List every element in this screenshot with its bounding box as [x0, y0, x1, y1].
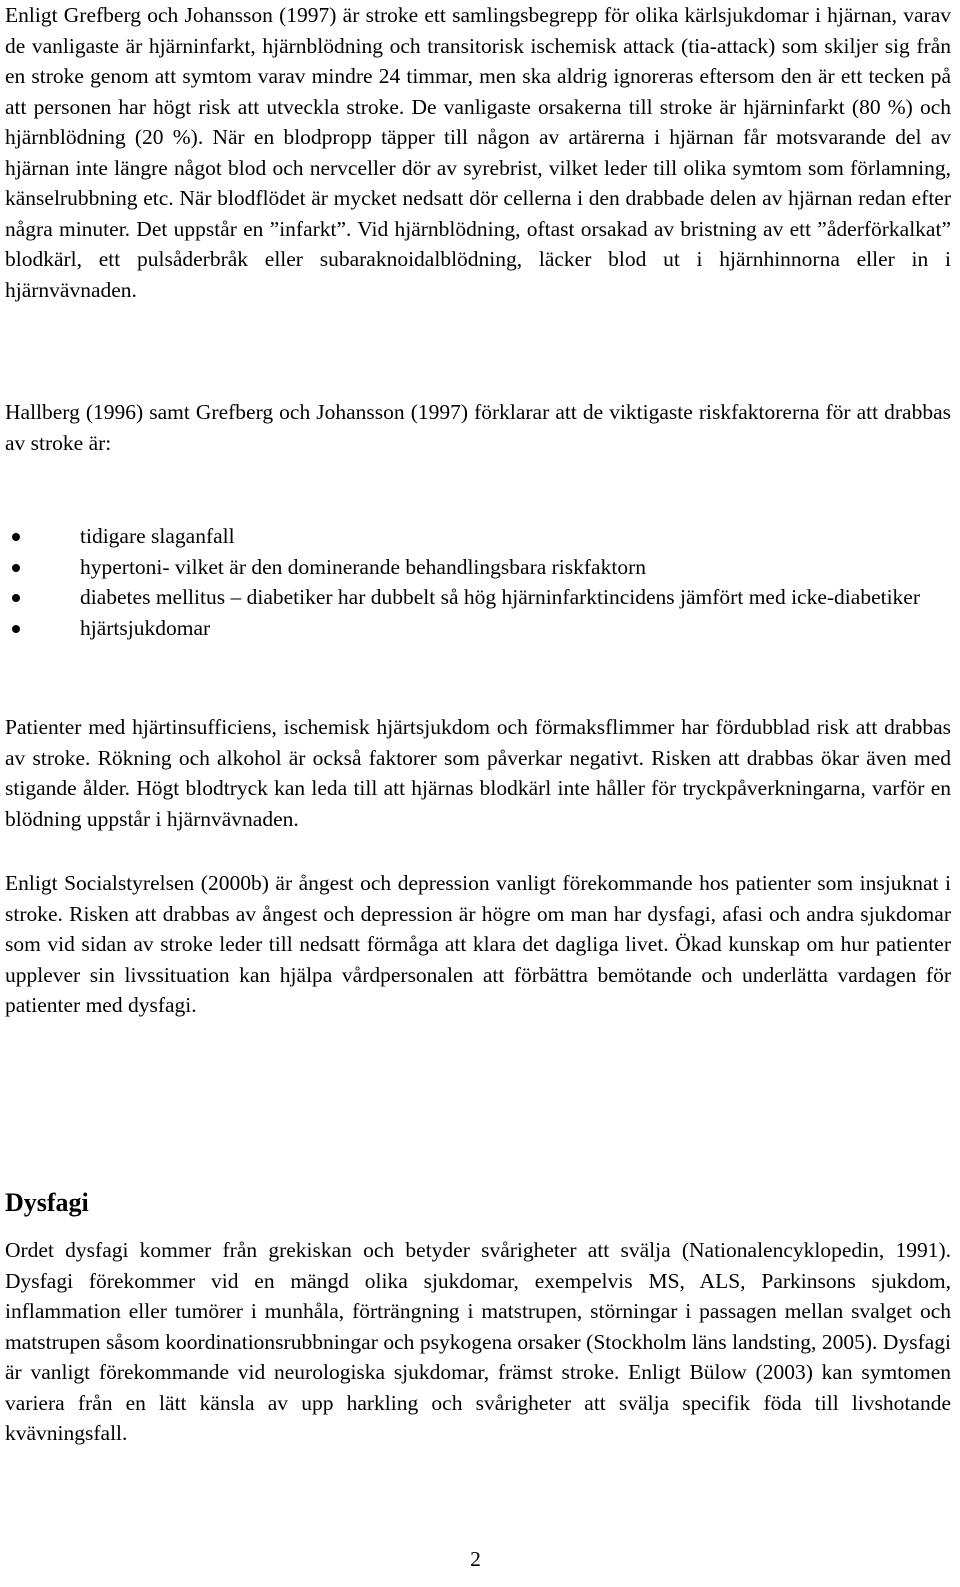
paragraph-risk-intro: Hallberg (1996) samt Grefberg och Johansson (1997) förklarar att de viktigaste riskfaktorerna för att drabbas av stroke är:	[5, 400, 951, 455]
list-item	[0, 552, 951, 583]
paragraph-dysfagi: Ordet dysfagi kommer från grekiskan och betyder svårigheter att svälja (Nationalencyklopedin, 1991). Dysfagi förekommer vid en mängd olika sjukdomar, exempelvis MS, ALS, Parkinsons sjukdom, inflammation eller tumörer i munhåla, förträngning i matstrupen, störningar i passagen mellan svalget och matstrupen såsom koordinationsrubbningar och psykogena orsaker (Stockholm läns landsting, 2005). Dysfagi är vanligt förekommande vid neurologiska sjukdomar, främst stroke. Enligt Bülow (2003) kan symtomen variera från en lätt känsla av upp harkling och svårigheter att svälja specifik föda till livshotande kvävningsfall.	[5, 1238, 951, 1445]
bullet-icon	[12, 533, 20, 541]
paragraph-anxiety-depression: Enligt Socialstyrelsen (2000b) är ångest och depression vanligt förekommande hos patienter som insjuknat i stroke. Risken att drabbas av ångest och depression är högre om man har dysfagi, afasi och andra sjukdomar som vid sidan av stroke leder till nedsatt förmåga att klara det dagliga livet. Ökad kunskap om hur patienter upplever sin livssituation kan hjälpa vårdpersonalen att förbättra bemötande och underlätta vardagen för patienter med dysfagi.	[5, 871, 951, 1017]
page-number: 2	[470, 1547, 481, 1571]
list-item	[0, 613, 951, 644]
list-item-text: hypertoni- vilket är den dominerande behandlingsbara riskfaktorn	[80, 554, 646, 579]
paragraph-risk-details: Patienter med hjärtinsufficiens, ischemisk hjärtsjukdom och förmaksflimmer har fördubblad risk att drabbas av stroke. Rökning och alkohol är också faktorer som påverkar negativt. Risken att drabbas ökar även med stigande ålder. Högt blodtryck kan leda till att hjärnas blodkärl inte håller för tryckpåverkningarna, varför en blödning uppstår i hjärnvävnaden.	[5, 715, 951, 831]
list-item-text: diabetes mellitus – diabetiker har dubbelt så hög hjärninfarktincidens jämfört med icke-diabetiker	[80, 585, 921, 609]
list-item-text: tidigare slaganfall	[80, 524, 235, 548]
bullet-icon	[12, 564, 20, 572]
section-heading: Dysfagi	[5, 1188, 89, 1217]
risk-factor-list	[0, 521, 951, 643]
bullet-icon	[12, 625, 20, 633]
list-item	[0, 521, 951, 552]
bullet-icon	[12, 594, 20, 602]
list-item	[0, 582, 951, 613]
paragraph-stroke-definition: Enligt Grefberg och Johansson (1997) är stroke ett samlingsbegrepp för olika kärlsjukdomar i hjärnan, varav de vanligaste är hjärninfarkt, hjärnblödning och transitorisk ischemisk attack (tia-attack) som skiljer sig från en stroke genom att symtom varav mindre 24 timmar, men ska aldrig ignoreras eftersom den är ett tecken på att personen har högt risk att utveckla stroke. De vanligaste orsakerna till stroke är hjärninfarkt (80 %) och hjärnblödning (20 %). När en blodpropp täpper till någon av artärerna i hjärnan får motsvarande del av hjärnan inte längre något blod och nervceller dör av syrebrist, vilket leder till olika symtom som förlamning, känselrubbning etc. När blodflödet är mycket nedsatt dör cellerna i den drabbade delen av hjärnan redan efter några minuter. Det uppstår en ”infarkt”. Vid hjärnblödning, oftast orsakad av bristning av ett ”åderförkalkat” blodkärl, ett pulsåderbråk eller subaraknoidalblödning, läcker blod ut i hjärnhinnorna eller in i hjärnvävnaden.	[5, 3, 951, 302]
list-item-text: hjärtsjukdomar	[80, 615, 211, 640]
